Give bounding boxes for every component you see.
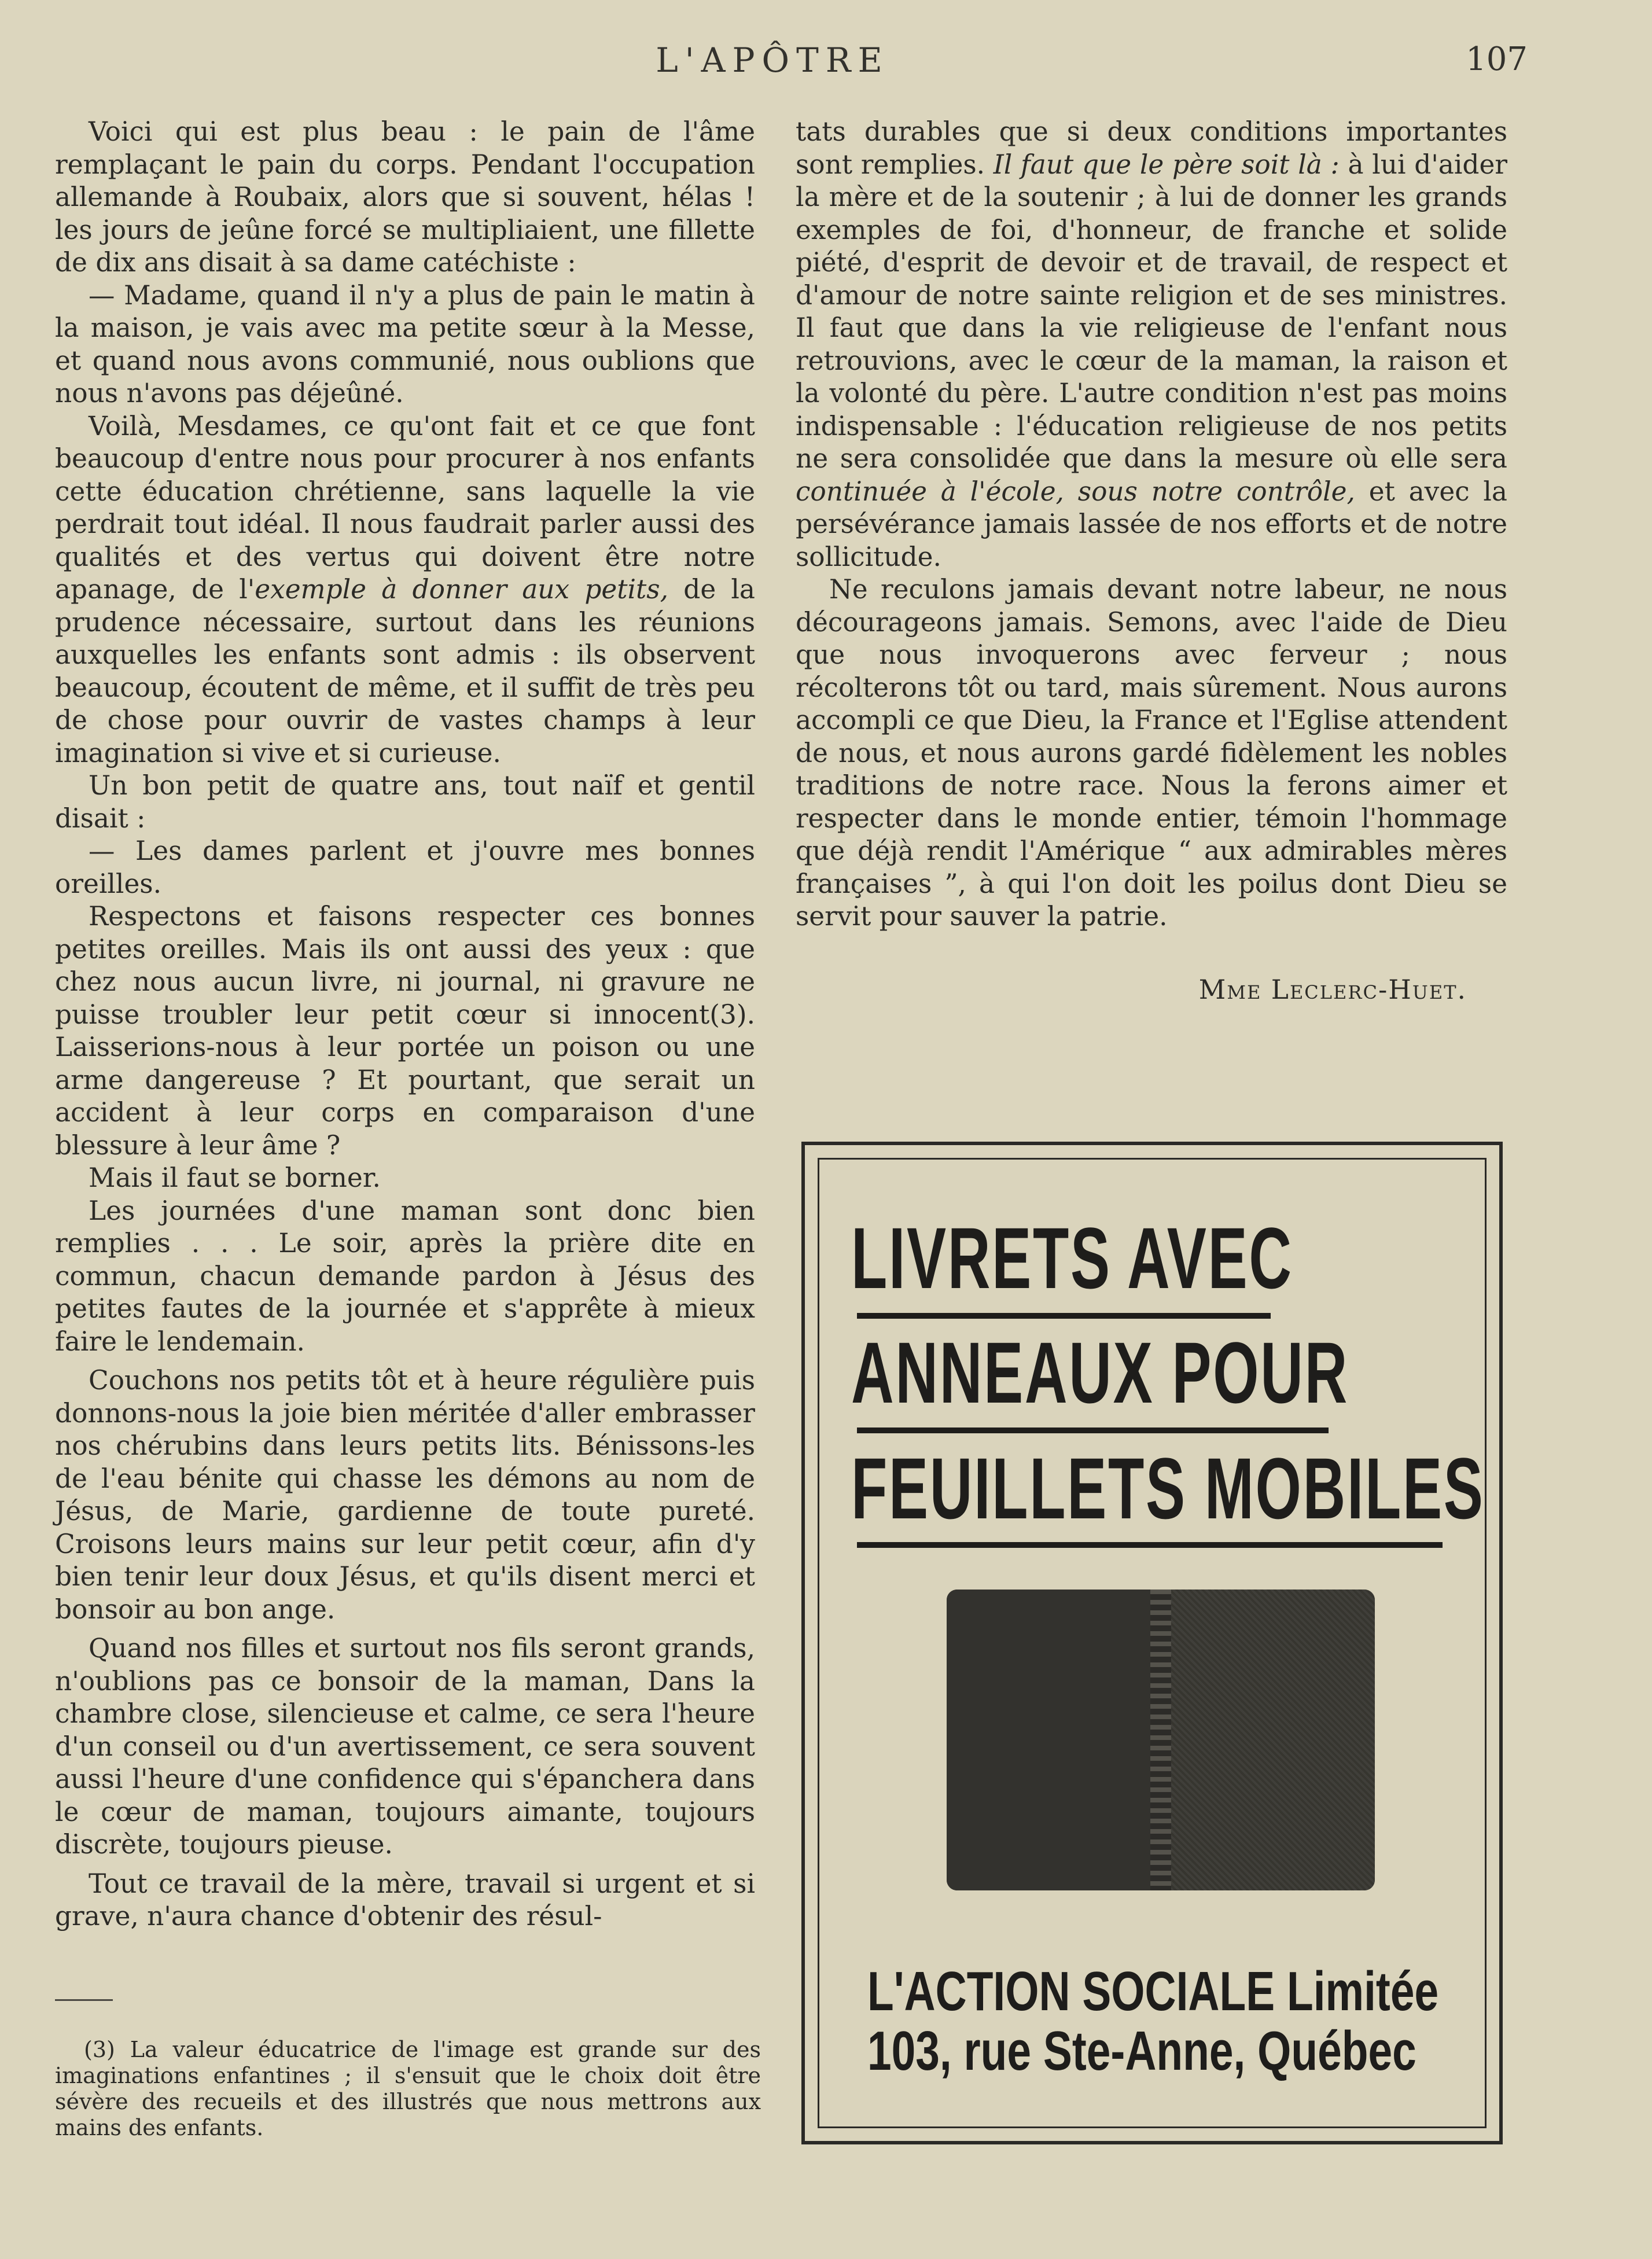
italic-text: continuée à l'école, sous notre contrôle, <box>796 476 1355 507</box>
italic-text: exemple à donner aux petits, <box>255 574 669 605</box>
text-run: de la prudence nécessaire, surtout dans les réunions auxquelles les enfants sont admis : ils observent beaucoup, écoutent de même, et il suffit de très peu de chose pour ouvrir de vastes champs à leur imagination si vive et si curieuse. <box>55 574 755 768</box>
ad-company-name: L'ACTION SOCIALE Limitée <box>867 1960 1439 2022</box>
ad-underline <box>857 1313 1271 1319</box>
ad-headline-line-1: LIVRETS AVEC <box>851 1209 1293 1307</box>
page-number: 107 <box>1466 41 1528 78</box>
ad-headline-line-3: FEUILLETS MOBILES <box>851 1440 1485 1537</box>
ad-address: 103, rue Ste-Anne, Québec <box>867 2020 1416 2082</box>
paragraph: Quand nos filles et surtout nos fils seront grands, n'oublions pas ce bonsoir de la maman, Dans la chambre close, silencieuse et calme, ce sera l'heure d'un conseil ou d'un avertissement, ce sera souvent aussi l'heure d'une confidence qui s'épanchera dans le cœur de maman, toujours aimante, toujours discrète, toujours pieuse. <box>55 1633 755 1860</box>
paragraph-gap <box>55 1861 755 1868</box>
paragraph: Un bon petit de quatre ans, tout naïf et gentil disait : <box>55 770 755 834</box>
italic-text: Il faut que le père soit là : <box>993 149 1340 180</box>
left-column <box>55 116 755 1933</box>
text-run: et avec la persévérance jamais lassée de nos efforts et de notre sollicitude. <box>796 476 1507 572</box>
ad-underline <box>857 1542 1443 1548</box>
paragraph: Les journées d'une maman sont donc bien remplies . . . Le soir, après la prière dite en commun, chacun demande pardon à Jésus des petites fautes de la journée et s'apprête à mieux faire le lendemain. <box>55 1195 755 1357</box>
paragraph-gap <box>55 1358 755 1364</box>
book-cover-left <box>947 1590 1161 1890</box>
text-run: à lui d'aider la mère et de la soutenir ; à lui de donner les grands exemples de foi, d'honneur, de franche et solide piété, d'esprit de devoir et de travail, de respect et d'amour de notre sainte religion et de ses ministres. Il faut que dans la vie religieuse de l'enfant nous retrouvions, avec le cœur de la maman, la raison et la volonté du père. L'autre condition n'est pas moins indispensable : l'éducation religieuse de nos petits ne sera consolidée que dans la mesure où elle sera <box>796 149 1507 474</box>
footnote-text: (3) La valeur éducatrice de l'image est grande sur des imaginations enfantines ; il s'ensuit que le choix doit être sévère des recueils et des illustrés que nous mettrons aux mains des enfants. <box>55 2037 761 2140</box>
running-title: L'APÔTRE <box>656 41 889 80</box>
paragraph-gap <box>55 1626 755 1632</box>
ad-headline-line-2: ANNEAUX POUR <box>851 1324 1349 1421</box>
ring-binder-notebook-icon <box>947 1590 1375 1890</box>
right-column <box>796 116 1507 1006</box>
paragraph: — Les dames parlent et j'ouvre mes bonnes oreilles. <box>55 836 755 899</box>
paragraph: — Madame, quand il n'y a plus de pain le matin à la maison, je vais avec ma petite sœur à la Messe, et quand nous avons communié, nous oublions que nous n'avons pas déjeûné. <box>55 279 755 409</box>
paragraph: Couchons nos petits tôt et à heure régulière puis donnons-nous la joie bien méritée d'aller embrasser nos chérubins dans leurs petits lits. Bénissons-les de l'eau bénite qui chasse les démons au nom de Jésus, de Marie, gardienne de toute pureté. Croisons leurs mains sur leur petit cœur, afin d'y bien tenir leur doux Jésus, et qu'ils disent merci et bonsoir au bon ange. <box>55 1365 755 1625</box>
text-run: tats durables que si deux conditions importantes sont remplies. <box>796 116 1507 180</box>
ad-underline <box>857 1427 1329 1433</box>
text-run: Voilà, Mesdames, ce qu'ont fait et ce que font beaucoup d'entre nous pour procurer à nos enfants cette éducation chrétienne, sans laquelle la vie perdrait tout idéal. Il nous faudrait parler aussi des qualités et des vertus qui doivent être notre apanage, de l' <box>55 410 755 605</box>
author-signature: Mme Leclerc-Huet. <box>1198 974 1467 1005</box>
paragraph <box>55 410 755 770</box>
book-rings <box>1150 1590 1171 1890</box>
advertisement <box>801 1142 1503 2144</box>
paragraph: Mais il faut se borner. <box>89 1162 381 1193</box>
book-cover-right <box>1171 1590 1375 1890</box>
paragraph <box>796 116 1507 573</box>
paragraph: Voici qui est plus beau : le pain de l'âme remplaçant le pain du corps. Pendant l'occupation allemande à Roubaix, alors que si souvent, hélas ! les jours de jeûne forcé se multipliaient, une fillette de dix ans disait à sa dame catéchiste : <box>55 116 755 278</box>
paragraph: Ne reculons jamais devant notre labeur, ne nous décourageons jamais. Semons, avec l'aide de Dieu que nous invoquerons avec ferveur ; nous récolterons tôt ou tard, mais sûrement. Nous aurons accompli ce que Dieu, la France et l'Eglise attendent de nous, et nous aurons gardé fidèlement les nobles traditions de notre race. Nous la ferons aimer et respecter dans le monde entier, témoin l'hommage que déjà rendit l'Amérique “ aux admirables mères françaises ”, à qui l'on doit les poilus dont Dieu se servit pour sauver la patrie. <box>796 574 1507 932</box>
footnote-rule <box>55 1999 113 2001</box>
paragraph: Respectons et faisons respecter ces bonnes petites oreilles. Mais ils ont aussi des yeux : que chez nous aucun livre, ni journal, ni gravure ne puisse troubler leur petit cœur si innocent(3). Laisserions-nous à leur portée un poison ou une arme dangereuse ? Et pourtant, que serait un accident à leur corps en comparaison d'une blessure à leur âme ? <box>55 901 755 1161</box>
paragraph: Tout ce travail de la mère, travail si urgent et si grave, n'aura chance d'obtenir des résul- <box>55 1868 755 1931</box>
footnote <box>55 2037 761 2141</box>
